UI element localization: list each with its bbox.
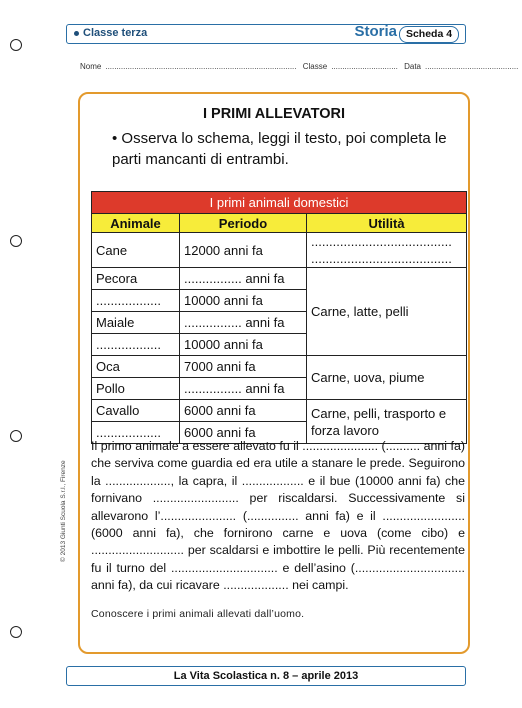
binder-hole [10,235,22,247]
animal-cell: Maiale [92,312,180,334]
date-field: .......................................... [425,62,519,71]
animal-cell: Cavallo [92,400,180,422]
worksheet-title: I PRIMI ALLEVATORI [202,106,346,122]
table-row [92,233,467,268]
animal-cell: Pollo [92,378,180,400]
header-strip [66,24,466,44]
class-field-label: Classe [302,62,328,71]
animal-cell: Oca [92,356,180,378]
use-cell: Carne, uova, piume [307,356,467,400]
table-row [92,400,467,422]
use-blank: ....................................... [311,234,452,249]
bullet-icon [74,31,79,36]
table-row [92,356,467,378]
binder-hole [10,430,22,442]
use-cell: Carne, latte, pelli [307,268,467,356]
footer-strip: La Vita Scolastica n. 8 – aprile 2013 [66,666,466,686]
period-cell: 10000 anni fa [180,334,307,356]
table-caption: I primi animali domestici [92,192,467,214]
class-text: Classe terza [83,27,148,39]
class-field: .............................. [331,62,398,71]
date-label: Data [404,62,422,71]
period-cell: ................ anni fa [180,378,307,400]
learning-goal: Conoscere i primi animali allevati dall’uomo. [91,608,305,620]
subject-label: Storia [354,23,397,40]
period-cell: 6000 anni fa [180,400,307,422]
animal-cell: .................. [92,422,180,444]
cloze-text: Il primo animale a essere allevato fu il ...................... (.......... anni fa) che serviva come guardia ed era utile a stanare le prede. Seguirono la ..................., la capra, il .................. e il bue (10000 anni fa) che fornivano ......................... per riscaldarsi. Successivamente si allevarono l’...................... (............... anni fa) e il ........................ (6000 anni fa), che fornirono carne e uova (come cibo) e ........................... per scaldarsi e imbottire le pelli. Più recentemente fu il turno del ............................... e dell’asino (................................ anni fa), da cui ricavare ................... nei campi. [91,439,465,593]
period-cell: 7000 anni fa [180,356,307,378]
period-cell: 12000 anni fa [180,233,307,268]
animal-cell: Cane [92,233,180,268]
period-cell: 10000 anni fa [180,290,307,312]
domestic-animals-table [91,191,467,444]
binder-hole [10,626,22,638]
table-row [92,268,467,290]
use-blank: ....................................... [311,251,452,266]
use-cell: Carne, pelli, trasporto e forza lavoro [307,400,467,444]
use-cell [307,233,467,268]
column-header-animal: Animale [92,214,180,233]
binder-hole [10,39,22,51]
sheet-badge: Scheda 4 [399,26,459,43]
animal-cell: Pecora [92,268,180,290]
name-field: ...................................................................................... [105,62,297,71]
column-header-period: Periodo [180,214,307,233]
copyright: © 2013 Giunti Scuola S.r.l., Firenze [60,460,67,562]
name-label: Nome [80,62,102,71]
worksheet-card [78,92,470,654]
column-header-use: Utilità [307,214,467,233]
period-cell: 6000 anni fa [180,422,307,444]
instruction-text: • Osserva lo schema, leggi il testo, poi completa le parti mancanti di entrambi. [112,130,447,168]
class-label [74,27,147,39]
period-cell: ................ anni fa [180,312,307,334]
animal-cell: .................. [92,334,180,356]
animal-cell: .................. [92,290,180,312]
name-class-date-line [80,62,519,71]
period-cell: ................ anni fa [180,268,307,290]
